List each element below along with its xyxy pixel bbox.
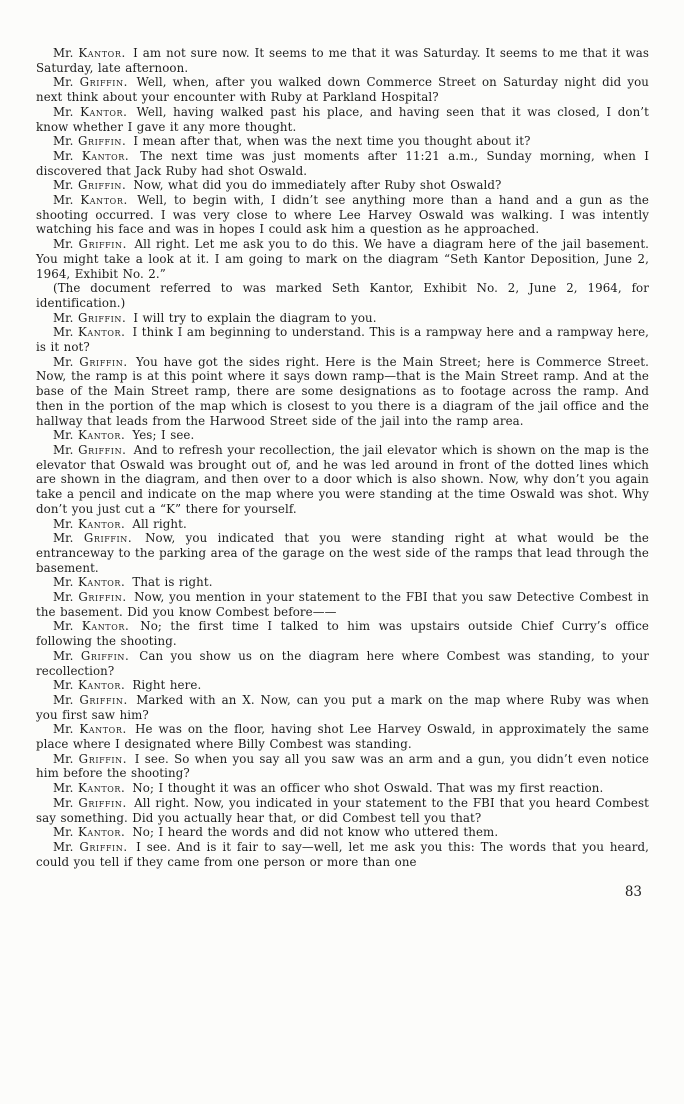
speaker-prefix: Mr. (53, 193, 74, 208)
paragraph-text: He was on the floor, having shot Lee Harvey Oswald, in approximately the same place where I designated where Billy Combest was standing. (36, 722, 649, 752)
transcript-paragraph (36, 75, 649, 104)
transcript-paragraph (36, 237, 649, 281)
speaker-prefix: Mr. (53, 178, 74, 193)
speaker-name: Kantor (79, 722, 123, 737)
speaker-label: Mr. Griffin. (53, 648, 129, 663)
transcript-paragraphs (36, 46, 649, 869)
paragraph-text: No; I thought it was an officer who shot Oswald. That was my first reaction. (127, 781, 604, 796)
speaker-label: Mr. Kantor. (53, 575, 125, 590)
transcript-paragraph (36, 840, 649, 869)
paragraph-text: Yes; I see. (127, 428, 195, 443)
speaker-prefix: Mr. (53, 325, 74, 340)
transcript-paragraph (36, 678, 649, 693)
speaker-prefix: Mr. (53, 648, 74, 663)
paragraph-text: The next time was just moments after 11:21 a.m., Sunday morning, when I discovered that Jack Ruby had shot Oswald. (36, 148, 649, 178)
transcript-paragraph (36, 649, 649, 678)
speaker-label: Mr. Kantor. (53, 148, 129, 163)
speaker-label: Mr. Kantor. (53, 825, 125, 840)
paragraph-text: I see. And is it fair to say—well, let me ask you this: The words that you heard, could you tell if they came from one person or more than one (36, 839, 649, 869)
paragraph-text: Well, to begin with, I didn’t see anything more than a hand and a gun as the shooting occurred. I was very close to where Lee Harvey Oswald was walking. I was intently watching his face and was in hopes I could ask him a question as he approached. (36, 193, 649, 237)
transcript-paragraph (36, 193, 649, 237)
speaker-name: Kantor (81, 619, 126, 634)
speaker-label: Mr. Kantor. (53, 428, 125, 443)
speaker-label: Mr. Kantor. (53, 193, 128, 208)
paragraph-text: And to refresh your recollection, the jail elevator which is shown on the map is the elevator that Oswald was brought out of, and he was led around in front of the dotted lines which are shown in the diagram, and then over to a door which is also shown. Now, why don’t you again take a pencil and indicate on the map where you were standing at the time Oswald was shot. Why don’t you just cut a “K” there for yourself. (36, 442, 649, 516)
speaker-prefix: Mr. (53, 104, 74, 119)
speaker-name: Griffin (79, 75, 124, 90)
speaker-label: Mr. Griffin. (53, 590, 127, 605)
speaker-label: Mr. Kantor. (53, 781, 125, 796)
speaker-prefix: Mr. (53, 751, 74, 766)
speaker-prefix: Mr. (53, 442, 74, 457)
paragraph-text: Now, what did you do immediately after Ruby shot Oswald? (128, 178, 502, 193)
transcript-paragraph (36, 781, 649, 796)
speaker-name: Kantor (77, 781, 122, 796)
paragraph-text: Now, you mention in your statement to the FBI that you saw Detective Combest in the basement. Did you know Combest before—— (36, 590, 649, 619)
speaker-prefix: Mr. (53, 237, 74, 252)
speaker-label: Mr. Kantor. (53, 722, 127, 737)
paragraph-text: All right. (127, 516, 187, 531)
speaker-prefix: Mr. (53, 134, 74, 149)
speaker-prefix: Mr. (53, 692, 74, 707)
speaker-prefix: Mr. (53, 839, 74, 854)
speaker-name: Griffin (77, 134, 123, 149)
speaker-name: Griffin (79, 354, 124, 369)
speaker-label: Mr. Griffin. (53, 531, 132, 546)
transcript-paragraph (36, 355, 649, 429)
transcript-paragraph (36, 443, 649, 517)
speaker-prefix: Mr. (53, 148, 74, 163)
speaker-prefix: Mr. (53, 75, 74, 90)
paragraph-text: I mean after that, when was the next time you thought about it? (128, 134, 531, 149)
speaker-prefix: Mr. (53, 516, 74, 531)
transcript-paragraph (36, 693, 649, 722)
speaker-name: Kantor (77, 575, 122, 590)
speaker-label: Mr. Griffin. (53, 310, 126, 325)
page-number: 83 (624, 884, 642, 901)
speaker-name: Griffin (79, 839, 124, 854)
transcript-paragraph (36, 590, 649, 619)
speaker-name: Kantor (80, 193, 124, 208)
transcript (36, 46, 649, 900)
speaker-name: Griffin (83, 531, 128, 546)
speaker-label: Mr. Griffin. (53, 237, 127, 252)
speaker-label: Mr. Kantor. (53, 325, 125, 340)
speaker-name: Kantor (78, 46, 122, 60)
speaker-name: Griffin (77, 178, 123, 193)
speaker-name: Kantor (77, 825, 122, 840)
paragraph-text: All right. Now, you indicated in your statement to the FBI that you heard Combest say something. Did you actually hear that, or did Combest tell you that? (36, 795, 649, 825)
speaker-label: Mr. Griffin. (53, 692, 128, 707)
speaker-prefix: Mr. (53, 795, 74, 810)
speaker-name: Griffin (79, 692, 124, 707)
speaker-prefix: Mr. (53, 46, 74, 60)
paragraph-text: Can you show us on the diagram here where Combest was standing, to your recollection? (36, 648, 650, 678)
speaker-label: Mr. Griffin. (53, 354, 128, 369)
speaker-name: Kantor (80, 104, 124, 119)
paragraph-text: You have got the sides right. Here is the Main Street; here is Commerce Street. Now, the ramp is at this point where it says down ramp—that is the Main Street ramp. And at the base of the Main Street ramp, there are some designations as to footage across the ramp. And then in the portion of the map which is closest to you there is a diagram of the jail office and the hallway that leads from the Harwood Street side of the jail into the ramp area. (36, 354, 649, 428)
speaker-label: Mr. Kantor. (53, 619, 129, 634)
transcript-paragraph (36, 619, 649, 648)
speaker-prefix: Mr. (53, 428, 74, 443)
paragraph-text: Well, having walked past his place, and having seen that it was closed, I don’t know whether I gave it any more thought. (36, 104, 649, 134)
speaker-label: Mr. Griffin. (53, 839, 128, 854)
transcript-paragraph (36, 105, 649, 134)
transcript-paragraph (36, 575, 649, 590)
speaker-label: Mr. Kantor. (53, 678, 125, 693)
transcript-paragraph (36, 281, 649, 310)
transcript-paragraph (36, 46, 649, 75)
speaker-name: Kantor (77, 516, 122, 531)
speaker-label: Mr. Kantor. (53, 516, 125, 531)
speaker-name: Kantor (77, 678, 122, 693)
paragraph-text: I think I am beginning to understand. This is a rampway here and a rampway here, is it not? (36, 325, 650, 355)
transcript-paragraph (36, 825, 649, 840)
paragraph-text: I will try to explain the diagram to you. (128, 310, 377, 325)
speaker-name: Griffin (78, 590, 123, 605)
paragraph-text: Well, when, after you walked down Commerce Street on Saturday night did you next think about your encounter with Ruby at Parkland Hospital? (36, 75, 650, 105)
speaker-name: Griffin (78, 751, 123, 766)
speaker-prefix: Mr. (53, 310, 74, 325)
paragraph-text: Right here. (127, 678, 202, 693)
paragraph-text: Now, you indicated that you were standing right at what would be the entranceway to the parking area of the garage on the west side of the ramps that lead through the basement. (36, 531, 649, 575)
speaker-prefix: Mr. (53, 722, 74, 737)
paragraph-text: All right. Let me ask you to do this. We have a diagram here of the jail basement. You might take a look at it. I am going to mark on the diagram “Seth Kantor Deposition, June 2, 1964, Exhibit No. 2.” (36, 237, 650, 281)
speaker-label: Mr. Griffin. (53, 795, 127, 810)
speaker-prefix: Mr. (53, 590, 74, 605)
speaker-prefix: Mr. (53, 825, 74, 840)
speaker-label: Mr. Griffin. (53, 442, 127, 457)
transcript-paragraph (36, 722, 649, 751)
speaker-name: Kantor (78, 325, 122, 340)
speaker-prefix: Mr. (53, 619, 74, 634)
paragraph-text: I see. So when you say all you saw was an arm and a gun, you didn’t even notice him before the shooting? (36, 751, 649, 781)
transcript-paragraph (36, 134, 649, 149)
paragraph-text: That is right. (127, 575, 213, 590)
transcript-paragraph (36, 325, 649, 354)
transcript-paragraph (36, 752, 649, 781)
speaker-name: Kantor (77, 428, 122, 443)
speaker-label: Mr. Griffin. (53, 751, 127, 766)
speaker-name: Griffin (78, 795, 123, 810)
transcript-paragraph (36, 149, 649, 178)
transcript-paragraph (36, 178, 649, 193)
speaker-label: Mr. Kantor. (53, 46, 126, 60)
speaker-label: Mr. Griffin. (53, 75, 128, 90)
speaker-prefix: Mr. (53, 531, 74, 546)
speaker-name: Griffin (80, 648, 125, 663)
speaker-prefix: Mr. (53, 781, 74, 796)
speaker-label: Mr. Griffin. (53, 178, 126, 193)
paragraph-text: No; I heard the words and did not know who uttered them. (127, 825, 499, 840)
speaker-prefix: Mr. (53, 678, 74, 693)
transcript-paragraph (36, 311, 649, 326)
speaker-name: Griffin (78, 442, 123, 457)
paragraph-text: Marked with an X. Now, can you put a mark on the map where Ruby was when you first saw him? (36, 692, 649, 722)
speaker-label: Mr. Griffin. (53, 134, 126, 149)
transcript-paragraph (36, 531, 649, 575)
paragraph-text: No; the first time I talked to him was upstairs outside Chief Curry’s office following the shooting. (36, 619, 649, 649)
speaker-prefix: Mr. (53, 575, 74, 590)
transcript-paragraph (36, 428, 649, 443)
speaker-name: Kantor (81, 148, 125, 163)
transcript-paragraph (36, 517, 649, 532)
speaker-label: Mr. Kantor. (53, 104, 128, 119)
speaker-name: Griffin (77, 310, 123, 325)
speaker-prefix: Mr. (53, 354, 74, 369)
speaker-name: Griffin (78, 237, 123, 252)
transcript-paragraph (36, 796, 649, 825)
paragraph-text: I am not sure now. It seems to me that it was Saturday. It seems to me that it was Saturday, late afternoon. (36, 46, 649, 75)
paragraph-text: (The document referred to was marked Seth Kantor, Exhibit No. 2, June 2, 1964, for identification.) (36, 281, 649, 310)
